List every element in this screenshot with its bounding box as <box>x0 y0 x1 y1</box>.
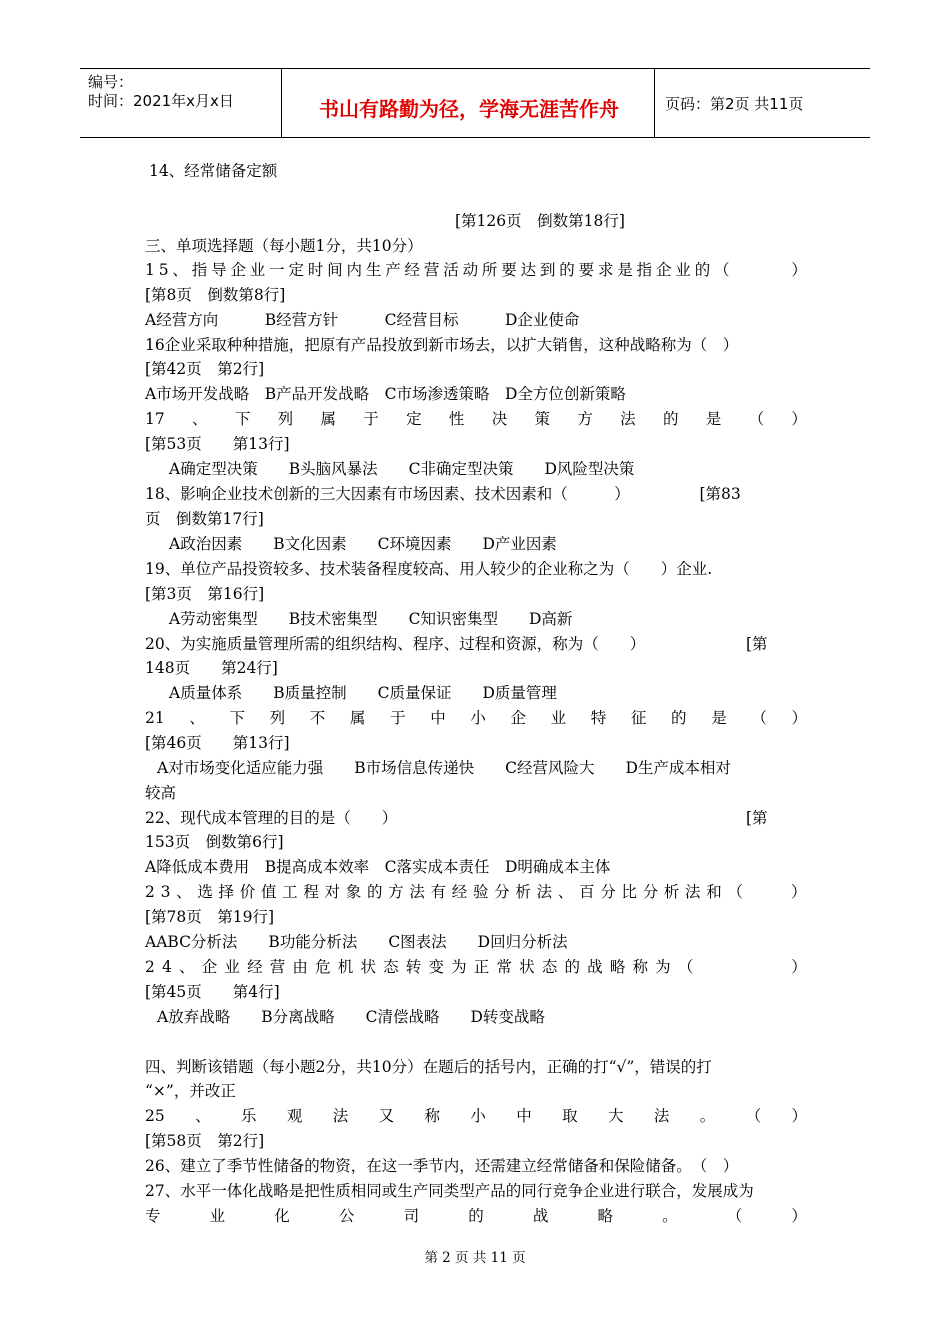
text-line: A劳动密集型 B技术密集型 C知识密集型 D高新 <box>169 610 573 628</box>
text-line: [第8页 倒数第8行] <box>145 286 286 304</box>
text-line: 17 、 下 列 属 于 定 性 决 策 方 法 的 是 （ ） <box>145 410 807 428</box>
text-line: [第126页 倒数第18行] <box>455 212 625 230</box>
text-line: A政治因素 B文化因素 C环境因素 D产业因素 <box>169 535 557 553</box>
text-line: 22、现代成本管理的目的是（ ） [第 <box>145 809 768 827</box>
header-page-info: 页码：第2页 共11页 <box>665 94 804 113</box>
page-footer: 第 2 页 共 11 页 <box>424 1250 526 1266</box>
text-line: 153页 倒数第6行] <box>145 833 284 851</box>
text-line: 四、判断该错题（每小题2分，共10分）在题后的括号内，正确的打“√”，错误的打 <box>145 1058 712 1076</box>
text-line: 1 5 、 指 导 企 业 一 定 时 间 内 生 产 经 营 活 动 所 要 达 到 的 要 求 是 指 企 业 的 （ ） <box>145 261 807 279</box>
text-line: A确定型决策 B头脑风暴法 C非确定型决策 D风险型决策 <box>169 460 635 478</box>
header-meta <box>88 69 278 141</box>
text-line: 三、单项选择题（每小题1分，共10分） <box>145 237 423 255</box>
header-motto: 书山有路勤为径，学海无涯苦作舟 <box>319 96 619 121</box>
text-line: 18、影响企业技术创新的三大因素有市场因素、技术因素和（ ） [第83 <box>145 485 741 503</box>
text-line: 26、建立了季节性储备的物资，在这一季节内，还需建立经常储备和保险储备。 （ ） <box>145 1157 739 1175</box>
text-line: 25 、 乐 观 法 又 称 小 中 取 大 法 。 （ ） <box>145 1107 807 1125</box>
page-header <box>80 68 870 138</box>
header-date: 时间：2021年x月x日 <box>88 92 234 110</box>
text-line: A质量体系 B质量控制 C质量保证 D质量管理 <box>169 684 557 702</box>
text-line: 19、单位产品投资较多、技术装备程度较高、用人较少的企业称之为（ ）企业. <box>145 560 713 578</box>
text-line: 16企业采取种种措施，把原有产品投放到新市场去，以扩大销售，这种战略称为（ ） <box>145 336 739 354</box>
header-divider <box>654 69 655 137</box>
text-line: A经营方向 B经营方针 C经营目标 D企业使命 <box>145 311 580 329</box>
text-line: 2 4 、 企 业 经 营 由 危 机 状 态 转 变 为 正 常 状 态 的 战 略 称 为 （ ） <box>145 958 807 976</box>
text-line: [第3页 第16行] <box>145 585 265 603</box>
text-line: A放弃战略 B分离战略 C清偿战略 D转变战略 <box>157 1008 545 1026</box>
text-line: 2 3 、 选 择 价 值 工 程 对 象 的 方 法 有 经 验 分 析 法 、 百 分 比 分 析 法 和 （ ） <box>145 883 807 901</box>
text-line: A市场开发战略 B产品开发战略 C市场渗透策略 D全方位创新策略 <box>145 385 626 403</box>
text-line: [第78页 第19行] <box>145 908 275 926</box>
text-line: 21 、 下 列 不 属 于 中 小 企 业 特 征 的 是 （ ） <box>145 709 807 727</box>
text-line: 14、经常储备定额 <box>149 162 278 180</box>
text-line: [第46页 第13行] <box>145 734 290 752</box>
text-line: [第58页 第2行] <box>145 1132 265 1150</box>
text-line: A降低成本费用 B提高成本效率 C落实成本责任 D明确成本主体 <box>145 858 611 876</box>
text-line: A对市场变化适应能力强 B市场信息传递快 C经营风险大 D生产成本相对 <box>157 759 731 777</box>
text-line: 20、为实施质量管理所需的组织结构、程序、过程和资源，称为（ ） [第 <box>145 635 768 653</box>
text-line: 27、水平一体化战略是把性质相同或生产同类型产品的同行竞争企业进行联合，发展成为 <box>145 1182 754 1200</box>
text-line: [第42页 第2行] <box>145 360 265 378</box>
text-line: [第53页 第13行] <box>145 435 290 453</box>
text-line: 148页 第24行] <box>145 659 278 677</box>
text-line: 较高 <box>145 784 177 802</box>
text-line: 专 业 化 公 司 的 战 略 。 （ ） <box>145 1207 807 1225</box>
text-line: AABC分析法 B功能分析法 C图表法 D回归分析法 <box>145 933 568 951</box>
text-line: “×”，并改正 <box>145 1082 236 1100</box>
header-divider <box>281 69 282 137</box>
text-line: 页 倒数第17行] <box>145 510 264 528</box>
header-number-label: 编号： <box>88 73 134 91</box>
text-line: [第45页 第4行] <box>145 983 280 1001</box>
